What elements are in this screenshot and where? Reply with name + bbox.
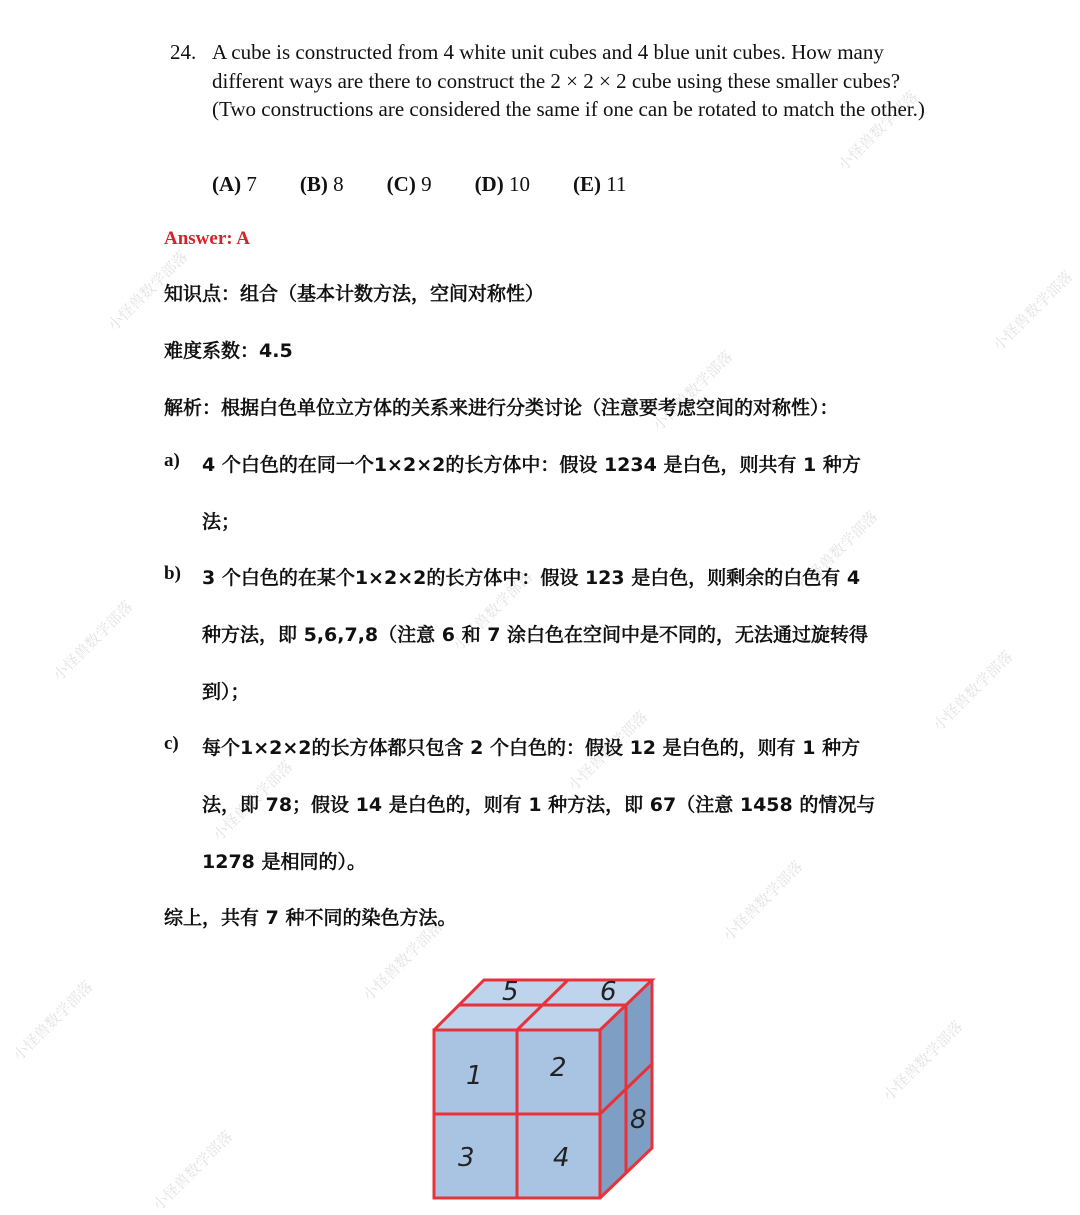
- case-label: b): [164, 563, 181, 584]
- cube-label-5: 5: [502, 977, 519, 1007]
- watermark: 小怪兽数学部落: [719, 857, 807, 945]
- case-line: 4 个白色的在同一个1×2×2的长方体中：假设 1234 是白色，则共有 1 种方: [202, 454, 861, 476]
- choice-a: (A) 7: [212, 172, 257, 196]
- case-line: 法；: [202, 511, 241, 533]
- cube-label-2: 2: [550, 1053, 567, 1083]
- case-line: 3 个白色的在某个1×2×2的长方体中：假设 123 是白色，则剩余的白色有 4: [202, 567, 861, 589]
- watermark: 小怪兽数学部落: [209, 757, 297, 845]
- case-line: 每个1×2×2的长方体都只包含 2 个白色的：假设 12 是白色的，则有 1 种方: [202, 737, 861, 759]
- watermark: 小怪兽数学部落: [794, 507, 882, 595]
- watermark: 小怪兽数学部落: [834, 87, 922, 175]
- watermark: 小怪兽数学部落: [49, 597, 137, 685]
- cube-label-8: 8: [630, 1105, 647, 1135]
- case-line: 到）；: [202, 681, 250, 703]
- knowledge-point: 知识点：组合（基本计数方法，空间对称性）: [164, 283, 545, 305]
- watermark: 小怪兽数学部落: [449, 567, 537, 655]
- case-line: 1278 是相同的）。: [202, 851, 366, 873]
- problem-number: 24.: [170, 40, 197, 64]
- case-label: a): [164, 450, 180, 471]
- choice-e: (E) 11: [572, 172, 627, 196]
- watermark: 小怪兽数学部落: [149, 1127, 237, 1215]
- difficulty: 难度系数：4.5: [164, 340, 293, 362]
- case-label: c): [164, 733, 179, 754]
- cube-label-6: 6: [600, 977, 617, 1007]
- watermark: 小怪兽数学部落: [989, 267, 1077, 355]
- cube-figure: [420, 968, 670, 1208]
- problem: [170, 38, 930, 124]
- watermark: 小怪兽数学部落: [649, 347, 737, 435]
- cube-label-1: 1: [466, 1061, 483, 1091]
- watermark: 小怪兽数学部落: [359, 917, 447, 1005]
- conclusion: 综上，共有 7 种不同的染色方法。: [164, 907, 457, 929]
- watermark: 小怪兽数学部落: [879, 1017, 967, 1105]
- problem-text: A cube is constructed from 4 white unit cubes and 4 blue unit cubes. How many different ways are there to construct the 2 × 2 × 2 cube using these smaller cubes? (Two constructions are considered the same if one can be rotated to match the other.): [212, 40, 925, 121]
- case-line: 种方法，即 5,6,7,8（注意 6 和 7 涂白色在空间中是不同的，无法通过旋转得: [202, 624, 869, 646]
- choice-c: (C) 9: [386, 172, 432, 196]
- watermark: 小怪兽数学部落: [9, 977, 97, 1065]
- analysis-intro: 解析：根据白色单位立方体的关系来进行分类讨论（注意要考虑空间的对称性）：: [164, 397, 839, 419]
- cube-label-4: 4: [553, 1143, 570, 1173]
- answer: Answer: A: [164, 228, 251, 249]
- choice-b: (B) 8: [299, 172, 344, 196]
- answer-choices: [212, 172, 669, 197]
- choice-d: (D) 10: [474, 172, 530, 196]
- watermark: 小怪兽数学部落: [564, 707, 652, 795]
- cube-label-3: 3: [458, 1143, 475, 1173]
- watermark: 小怪兽数学部落: [929, 647, 1017, 735]
- watermark: 小怪兽数学部落: [104, 247, 192, 335]
- case-line: 法，即 78；假设 14 是白色的，则有 1 种方法，即 67（注意 1458 的情况与: [202, 794, 876, 816]
